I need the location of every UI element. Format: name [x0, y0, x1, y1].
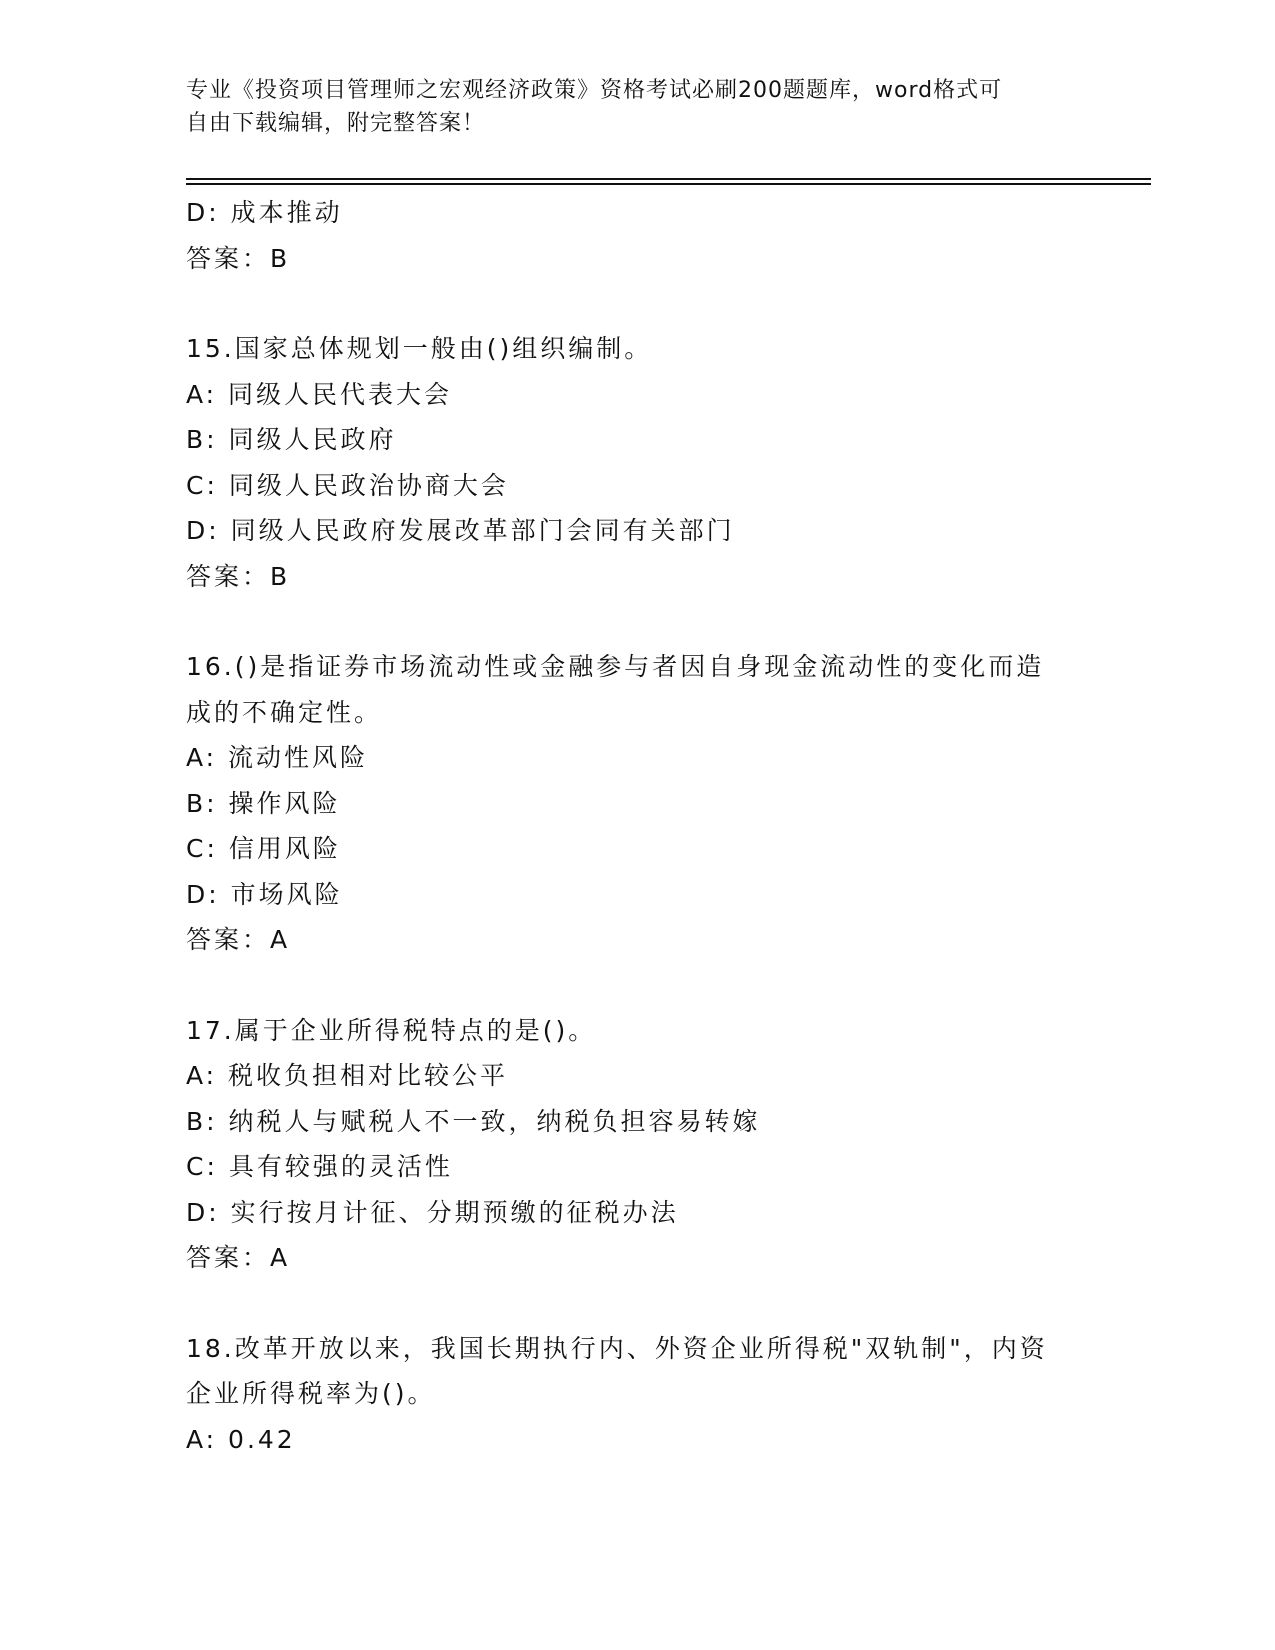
question-stem-line-2: 企业所得税率为()。: [186, 1379, 436, 1408]
question-16: [186, 644, 1086, 963]
option-d: D: 实行按月计征、分期预缴的征税办法: [186, 1197, 679, 1227]
question-list: [186, 190, 1086, 1462]
header-divider-top: [186, 178, 1151, 180]
question-15: [186, 326, 1086, 599]
option-a: A: 税收负担相对比较公平: [186, 1061, 509, 1090]
question-stem-line-2: 成的不确定性。: [186, 697, 383, 727]
option-c: C: 信用风险: [186, 834, 341, 863]
option-b: B: 纳税人与赋税人不一致，纳税负担容易转嫁: [186, 1106, 761, 1136]
option-c: C: 具有较强的灵活性: [186, 1152, 453, 1181]
document-header: [186, 74, 1066, 140]
question-18: [186, 1326, 1086, 1463]
answer-line: 答案：A: [186, 1243, 291, 1272]
option-b: B: 操作风险: [186, 788, 341, 818]
answer-line: 答案：A: [186, 925, 291, 954]
question-stem: 17.属于企业所得税特点的是()。: [186, 1015, 597, 1045]
option-b: B: 同级人民政府: [186, 425, 397, 454]
option-c: C: 同级人民政治协商大会: [186, 470, 509, 500]
option-a: A: 0.42: [186, 1424, 296, 1454]
option-d: D: 成本推动: [186, 198, 343, 227]
question-17: [186, 1008, 1086, 1281]
option-a: A: 流动性风险: [186, 743, 369, 772]
question-stem-line-1: 18.改革开放以来，我国长期执行内、外资企业所得税"双轨制"，内资: [186, 1333, 1048, 1363]
answer-line: 答案：B: [186, 243, 291, 273]
header-divider-bottom: [186, 183, 1151, 185]
answer-line: 答案：B: [186, 561, 291, 591]
header-line-1: 专业《投资项目管理师之宏观经济政策》资格考试必刷200题题库，word格式可: [186, 78, 1003, 103]
question-stem: 15.国家总体规划一般由()组织编制。: [186, 334, 653, 363]
option-d: D: 同级人民政府发展改革部门会同有关部门: [186, 516, 735, 545]
header-line-2: 自由下载编辑，附完整答案！: [186, 111, 486, 136]
option-a: A: 同级人民代表大会: [186, 379, 453, 409]
option-d: D: 市场风险: [186, 879, 343, 909]
question-stem-line-1: 16.()是指证券市场流动性或金融参与者因自身现金流动性的变化而造: [186, 652, 1045, 681]
